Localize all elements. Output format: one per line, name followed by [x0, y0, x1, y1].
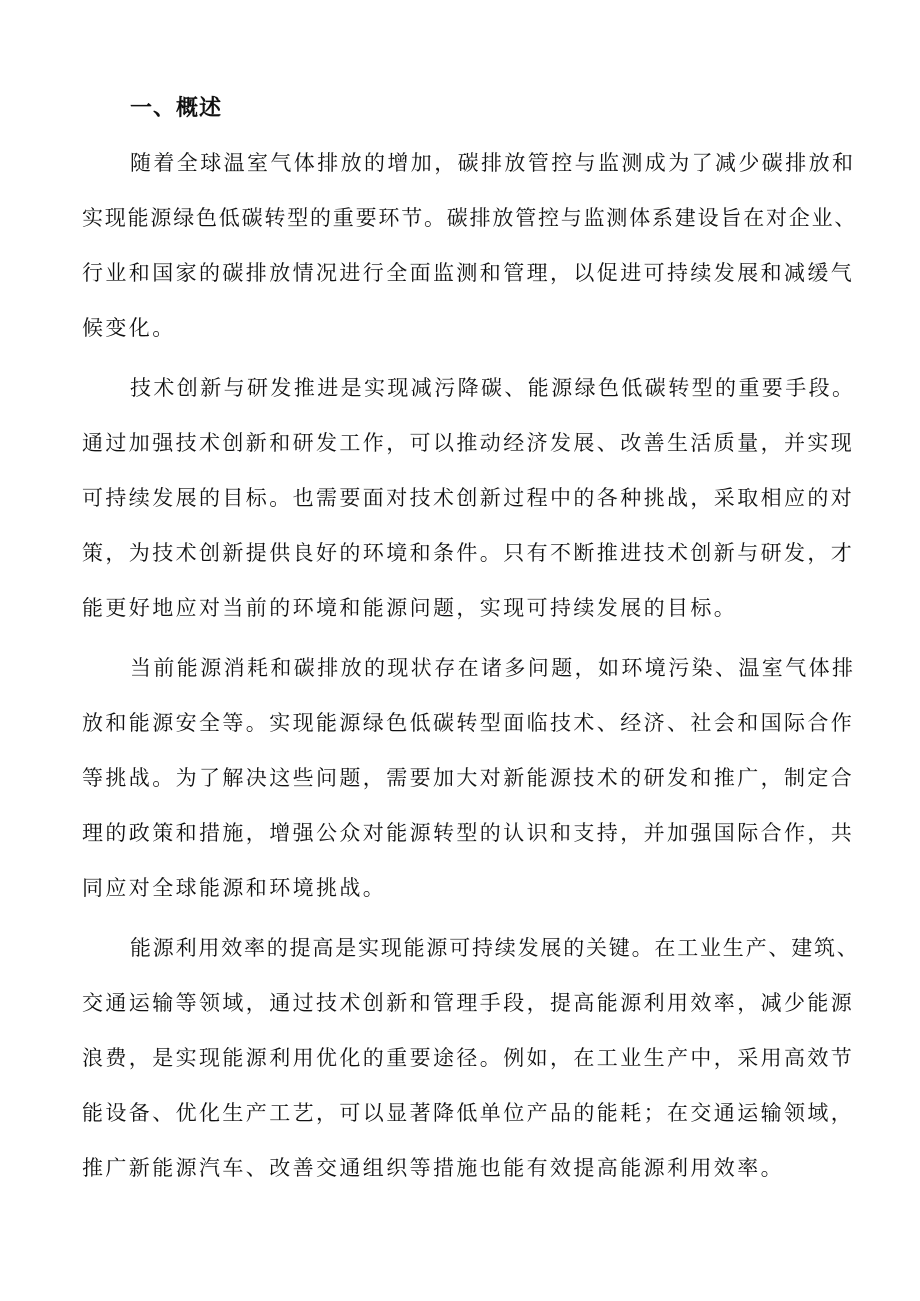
- paragraph-line: 通过加强技术创新和研发工作，可以推动经济发展、改善生活质量，并实现: [82, 431, 855, 455]
- paragraph-line: 行业和国家的碳排放情况进行全面监测和管理，以促进可持续发展和减缓气: [82, 261, 855, 285]
- paragraph-line: 能更好地应对当前的环境和能源问题，实现可持续发展的目标。: [82, 596, 738, 620]
- paragraph-line: 同应对全球能源和环境挑战。: [82, 876, 387, 900]
- paragraph-line: 推广新能源汽车、改善交通组织等措施也能有效提高能源利用效率。: [82, 1156, 784, 1180]
- paragraph-line: 随着全球温室气体排放的增加，碳排放管控与监测成为了减少碳排放和: [130, 151, 856, 175]
- paragraph-line: 技术创新与研发推进是实现减污降碳、能源绿色低碳转型的重要手段。: [130, 376, 856, 400]
- paragraph-line: 浪费，是实现能源利用优化的重要途径。例如，在工业生产中，采用高效节: [82, 1046, 855, 1070]
- paragraph-line: 当前能源消耗和碳排放的现状存在诸多问题，如环境污染、温室气体排: [130, 656, 856, 680]
- paragraph-line: 实现能源绿色低碳转型的重要环节。碳排放管控与监测体系建设旨在对企业、: [82, 206, 858, 230]
- section-heading: 一、概述: [130, 95, 223, 121]
- paragraph-line: 放和能源安全等。实现能源绿色低碳转型面临技术、经济、社会和国际合作: [82, 711, 855, 735]
- paragraph-line: 等挑战。为了解决这些问题，需要加大对新能源技术的研发和推广，制定合: [82, 766, 855, 790]
- paragraph-line: 理的政策和措施，增强公众对能源转型的认识和支持，并加强国际合作，共: [82, 821, 855, 845]
- paragraph-line: 能设备、优化生产工艺，可以显著降低单位产品的能耗；在交通运输领域，: [82, 1101, 855, 1125]
- paragraph-line: 能源利用效率的提高是实现能源可持续发展的关键。在工业生产、建筑、: [130, 936, 860, 960]
- paragraph-line: 交通运输等领域，通过技术创新和管理手段，提高能源利用效率，减少能源: [82, 991, 855, 1015]
- paragraph-line: 候变化。: [82, 316, 176, 340]
- paragraph-line: 策，为技术创新提供良好的环境和条件。只有不断推进技术创新与研发，才: [82, 541, 855, 565]
- paragraph-line: 可持续发展的目标。也需要面对技术创新过程中的各种挑战，采取相应的对: [82, 486, 855, 510]
